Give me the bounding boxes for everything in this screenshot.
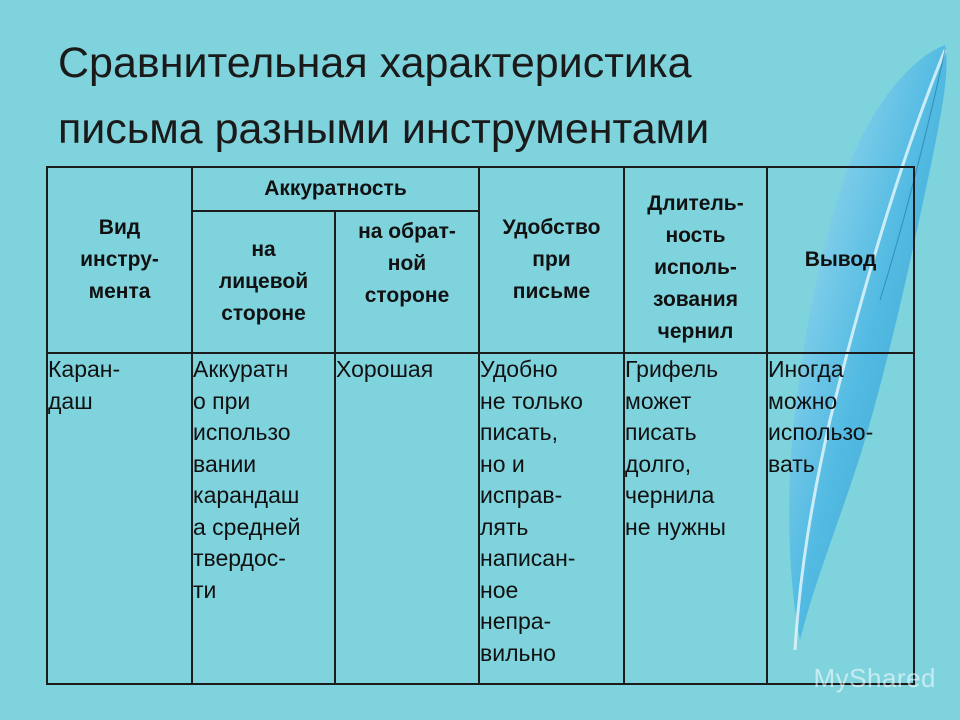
header-front-side: на лицевой стороне — [192, 211, 335, 353]
header-conclusion: Вывод — [767, 167, 914, 353]
page-title — [58, 30, 918, 162]
watermark-text: MyShared — [813, 663, 936, 693]
cell-instrument: Каран- даш — [47, 353, 192, 684]
cell-convenience: Удобно не только писать, но и исправ- лять написан- ное непра- вильно — [479, 353, 624, 684]
header-back-side: на обрат- ной стороне — [335, 211, 479, 353]
watermark-logo — [814, 663, 937, 694]
header-ink-duration: Длитель- ность исполь- зования чернил — [624, 167, 767, 353]
cell-back-side: Хорошая — [335, 353, 479, 684]
cell-front-side: Аккуратн о при использо вании карандаш а средней твердос- ти — [192, 353, 335, 684]
title-line: Сравнительная характеристика — [58, 39, 692, 87]
cell-conclusion: Иногда можно использо- вать — [767, 353, 914, 684]
title-line: письма разными инструментами — [58, 105, 710, 153]
header-instrument-type: Вид инстру- мента — [47, 167, 192, 353]
comparison-table — [46, 166, 915, 685]
cell-ink-duration: Грифель может писать долго, чернила не нужны — [624, 353, 767, 684]
table-row — [47, 353, 914, 684]
header-accuracy: Аккуратность — [192, 167, 479, 211]
header-convenience: Удобство при письме — [479, 167, 624, 353]
